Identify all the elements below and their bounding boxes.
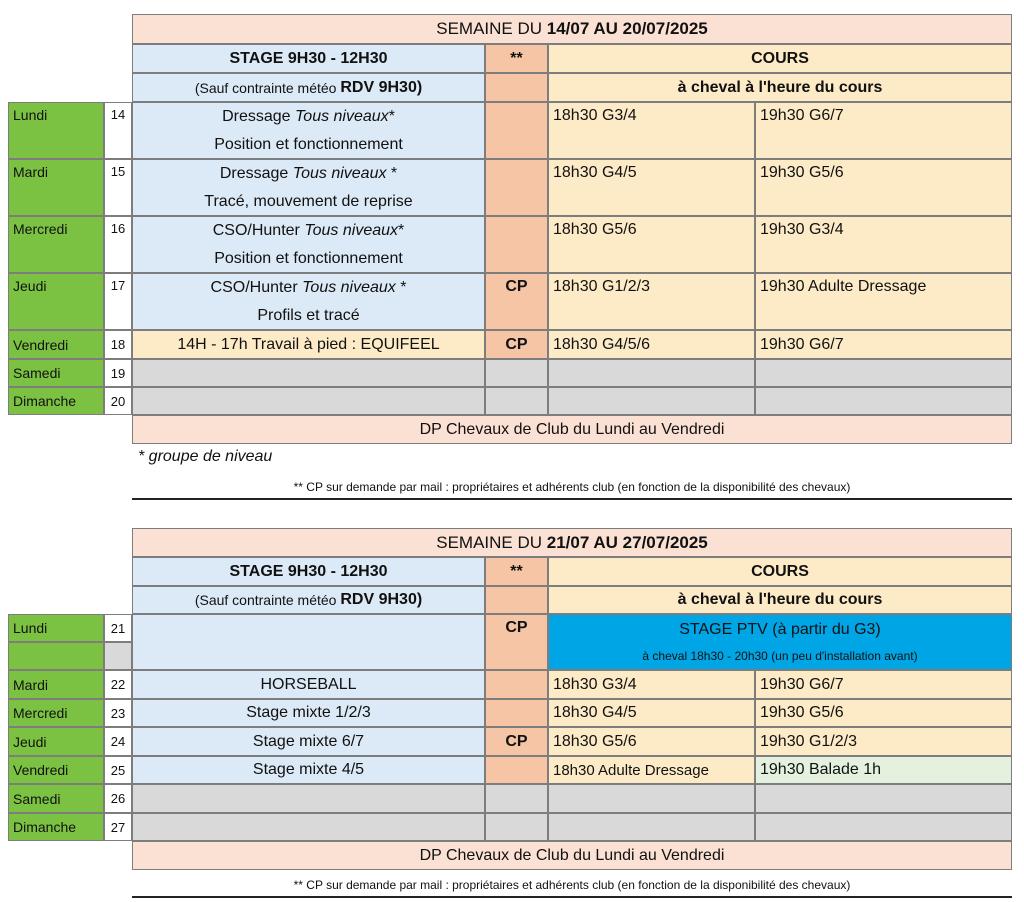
cp-header: **: [485, 557, 548, 586]
stage-header: STAGE 9H30 - 12H30: [132, 557, 485, 586]
empty-cell: [485, 784, 548, 813]
footer-dp: DP Chevaux de Club du Lundi au Vendredi: [132, 415, 1012, 444]
day-number: 16: [104, 216, 132, 273]
ptv-stage: [548, 614, 1012, 670]
empty-cell: [548, 813, 755, 841]
stage-title: CSO/Hunter: [210, 278, 303, 296]
stage-level: Tous niveaux: [294, 107, 389, 125]
stage-asterisk: *: [388, 107, 395, 125]
footer-dp: DP Chevaux de Club du Lundi au Vendredi: [132, 841, 1012, 870]
cours-slot-2: 19h30 G6/7: [755, 670, 1012, 699]
empty-cell: [132, 813, 485, 841]
cp-cell: [485, 216, 548, 273]
day-number: 17: [104, 273, 132, 330]
day-number: 26: [104, 784, 132, 813]
stage-header: STAGE 9H30 - 12H30: [132, 44, 485, 73]
stage-activity: 14H - 17h Travail à pied : EQUIFEEL: [132, 330, 485, 359]
stage-subheader-rdv: RDV 9H30): [340, 78, 423, 96]
day-row: [8, 784, 1016, 813]
empty-cell: [132, 784, 485, 813]
day-row: [8, 159, 1016, 216]
day-number: 19: [104, 359, 132, 387]
week-title: [132, 528, 1012, 557]
day-row: [8, 699, 1016, 727]
note-cp: ** CP sur demande par mail : propriétaires et adhérents club (en fonction de la disponibilité des chevaux): [293, 878, 851, 892]
day-name: Vendredi: [8, 330, 104, 359]
cours-slot-2: 19h30 G5/6: [755, 699, 1012, 727]
week-title-dates: 14/07 AU 20/07/2025: [546, 19, 708, 38]
day-name: Jeudi: [8, 273, 104, 330]
day-name: Mardi: [8, 670, 104, 699]
cours-slot-2: 19h30 G3/4: [755, 216, 1012, 273]
empty-cell: [755, 387, 1012, 415]
day-row: [8, 670, 1016, 699]
cours-slot-1: 18h30 G3/4: [548, 670, 755, 699]
cours-slot-1: 18h30 G3/4: [548, 102, 755, 159]
day-name: Samedi: [8, 784, 104, 813]
cours-slot-1: 18h30 G1/2/3: [548, 273, 755, 330]
stage-title: CSO/Hunter: [212, 221, 305, 239]
cours-header: COURS: [548, 44, 1012, 73]
stage-subheader-rdv: RDV 9H30): [340, 591, 423, 608]
cours-header: COURS: [548, 557, 1012, 586]
cp-cell: CP: [485, 330, 548, 359]
empty-cell: [485, 359, 548, 387]
cours-slot-1: 18h30 G5/6: [548, 727, 755, 756]
week2-schedule: [8, 528, 1016, 873]
stage-title: Dressage: [219, 164, 293, 182]
stage-activity: [132, 216, 485, 273]
week-title-prefix: SEMAINE DU: [436, 532, 543, 552]
cours-subheader: à cheval à l'heure du cours: [548, 586, 1012, 614]
day-row: [8, 813, 1016, 841]
day-name: Mercredi: [8, 699, 104, 727]
cours-slot-1: 18h30 Adulte Dressage: [548, 756, 755, 784]
day-name: Dimanche: [8, 387, 104, 415]
day-row: [8, 387, 1016, 415]
day-name-blank: [8, 642, 104, 670]
stage-activity: Stage mixte 1/2/3: [132, 699, 485, 727]
day-number: 23: [104, 699, 132, 727]
cours-slot-2: 19h30 Adulte Dressage: [755, 273, 1012, 330]
stage-level: Tous niveaux: [304, 221, 399, 239]
day-name: Lundi: [8, 614, 104, 642]
day-number: 21: [104, 614, 132, 642]
stage-activity: [132, 614, 485, 670]
day-row: [8, 359, 1016, 387]
stage-asterisk: *: [395, 278, 407, 296]
empty-cell: [548, 359, 755, 387]
stage-detail: Tracé, mouvement de reprise: [204, 192, 413, 210]
stage-subheader-text: (Sauf contrainte météo: [194, 79, 337, 96]
cours-slot-2: 19h30 G5/6: [755, 159, 1012, 216]
stage-activity: [132, 273, 485, 330]
stage-subheader-text: (Sauf contrainte météo: [194, 592, 337, 608]
day-name: Samedi: [8, 359, 104, 387]
cours-slot-1: 18h30 G4/5: [548, 159, 755, 216]
stage-level: Tous niveaux: [302, 278, 396, 296]
week-title: [132, 14, 1012, 44]
week1-schedule: [8, 14, 1016, 504]
cours-slot-1: 18h30 G4/5: [548, 699, 755, 727]
day-row: [8, 102, 1016, 159]
note-level: * groupe de niveau: [138, 448, 273, 465]
cours-slot-2: 19h30 G6/7: [755, 330, 1012, 359]
day-name: Dimanche: [8, 813, 104, 841]
stage-activity: HORSEBALL: [132, 670, 485, 699]
divider: [132, 896, 1012, 898]
cp-cell: CP: [485, 614, 548, 670]
cours-slot-1: 18h30 G5/6: [548, 216, 755, 273]
cp-cell: CP: [485, 273, 548, 330]
cours-slot-2: 19h30 Balade 1h: [755, 756, 1012, 784]
stage-detail: Position et fonctionnement: [214, 249, 403, 267]
stage-asterisk: *: [386, 164, 398, 182]
day-name: Lundi: [8, 102, 104, 159]
empty-cell: [755, 359, 1012, 387]
day-row: [8, 273, 1016, 330]
cp-cell: [485, 670, 548, 699]
stage-activity: Stage mixte 6/7: [132, 727, 485, 756]
cp-cell: [485, 159, 548, 216]
cp-cell: CP: [485, 727, 548, 756]
cp-cell: [485, 73, 548, 102]
stage-subheader: [132, 73, 485, 102]
day-row: [8, 756, 1016, 784]
day-name: Jeudi: [8, 727, 104, 756]
note-cp: ** CP sur demande par mail : propriétaires et adhérents club (en fonction de la disponibilité des chevaux): [293, 480, 851, 494]
empty-cell: [485, 387, 548, 415]
stage-level: Tous niveaux: [292, 164, 387, 182]
cp-cell: [485, 586, 548, 614]
cours-slot-2: 19h30 G1/2/3: [755, 727, 1012, 756]
day-row: [8, 727, 1016, 756]
day-name: Mardi: [8, 159, 104, 216]
day-number: 27: [104, 813, 132, 841]
ptv-title: STAGE PTV (à partir du G3): [679, 621, 881, 638]
day-number-blank: [104, 642, 132, 670]
day-number: 14: [104, 102, 132, 159]
week-title-dates: 21/07 AU 27/07/2025: [546, 532, 708, 552]
stage-title: Dressage: [222, 107, 295, 125]
day-name: Mercredi: [8, 216, 104, 273]
cp-cell: [485, 699, 548, 727]
cp-header: **: [485, 44, 548, 73]
empty-cell: [548, 387, 755, 415]
stage-asterisk: *: [398, 221, 405, 239]
empty-cell: [755, 813, 1012, 841]
cp-cell: [485, 102, 548, 159]
stage-detail: Profils et tracé: [257, 306, 360, 324]
cours-slot-1: 18h30 G4/5/6: [548, 330, 755, 359]
day-number: 15: [104, 159, 132, 216]
divider: [132, 498, 1012, 500]
day-row: [8, 614, 1016, 670]
day-number: 18: [104, 330, 132, 359]
day-row: [8, 330, 1016, 359]
cp-cell: [485, 756, 548, 784]
week-title-prefix: SEMAINE DU: [436, 19, 543, 38]
cours-subheader: à cheval à l'heure du cours: [548, 73, 1012, 102]
day-name: Vendredi: [8, 756, 104, 784]
empty-cell: [548, 784, 755, 813]
day-number: 24: [104, 727, 132, 756]
empty-cell: [132, 359, 485, 387]
day-row: [8, 216, 1016, 273]
ptv-subtitle: à cheval 18h30 - 20h30 (un peu d'installation avant): [642, 649, 918, 663]
day-number: 22: [104, 670, 132, 699]
day-number: 25: [104, 756, 132, 784]
stage-activity: Stage mixte 4/5: [132, 756, 485, 784]
stage-activity: [132, 159, 485, 216]
cours-slot-2: 19h30 G6/7: [755, 102, 1012, 159]
stage-subheader: [132, 586, 485, 614]
stage-activity: [132, 102, 485, 159]
empty-cell: [132, 387, 485, 415]
empty-cell: [755, 784, 1012, 813]
day-number: 20: [104, 387, 132, 415]
empty-cell: [485, 813, 548, 841]
stage-detail: Position et fonctionnement: [214, 135, 403, 153]
